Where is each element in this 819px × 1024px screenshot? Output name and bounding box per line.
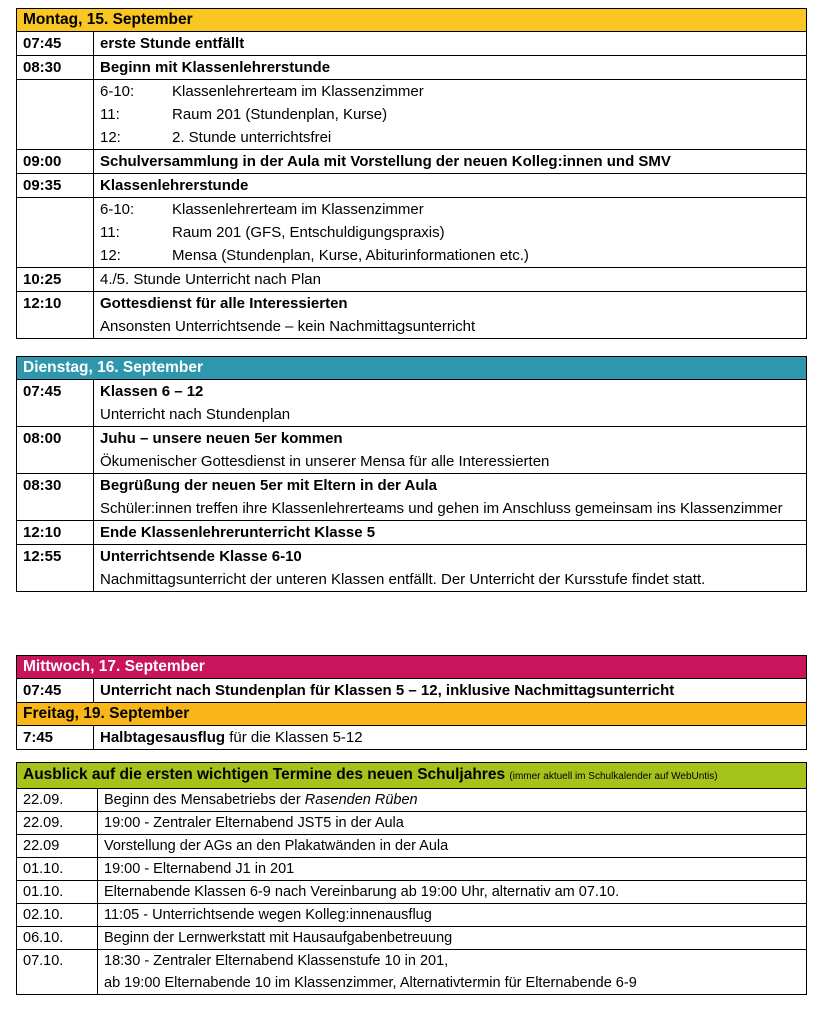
event-cell: Beginn mit Klassenlehrerstunde <box>94 56 807 80</box>
event-cell: 19:00 - Zentraler Elternabend JST5 in der Aula <box>98 812 807 835</box>
time-cell: 12:10 <box>17 521 94 545</box>
ausblick-header <box>16 762 807 788</box>
table-row <box>17 80 807 150</box>
time-cell <box>17 198 94 268</box>
event-title: Juhu – unsere neuen 5er kommen <box>100 430 343 447</box>
detail-key: 12: <box>100 247 121 264</box>
table-row <box>17 812 807 835</box>
detail-key: 11: <box>100 106 120 123</box>
time-cell: 08:30 <box>17 474 94 521</box>
event-title: Unterrichtsende Klasse 6-10 <box>100 548 302 565</box>
event-cell <box>94 474 807 521</box>
event-cell <box>94 292 807 339</box>
event-cell <box>94 726 807 750</box>
event-title: Klassen 6 – 12 <box>100 383 204 400</box>
event-cell <box>94 380 807 427</box>
detail-line <box>100 80 800 103</box>
event-title: Begrüßung der neuen 5er mit Eltern in der Aula <box>100 477 437 494</box>
date-cell: 22.09. <box>17 812 98 835</box>
ausblick-note: (immer aktuell im Schulkalender auf WebUntis) <box>509 771 718 782</box>
event-description: für die Klassen 5-12 <box>225 729 363 746</box>
detail-line <box>100 103 800 126</box>
event-text: ab 19:00 Elternabende 10 im Klassenzimmer, Alternativtermin für Elternabende 6-9 <box>104 975 637 991</box>
dienstag-table <box>16 379 807 592</box>
event-description: Ökumenischer Gottesdienst in unserer Mensa für alle Interessierten <box>100 453 550 470</box>
event-title: Gottesdienst für alle Interessierten <box>100 295 348 312</box>
detail-value: Klassenlehrerteam im Klassenzimmer <box>172 83 424 100</box>
event-details <box>94 198 807 268</box>
mittwoch-section <box>16 655 807 750</box>
detail-line <box>100 221 800 244</box>
event-italic: Rasenden Rüben <box>304 792 418 808</box>
mittwoch-header: Mittwoch, 17. September <box>16 655 807 678</box>
event-cell: 11:05 - Unterrichtsende wegen Kolleg:innenausflug <box>98 904 807 927</box>
table-row <box>17 292 807 339</box>
event-cell <box>98 789 807 812</box>
event-description: Schüler:innen treffen ihre Klassenlehrerteams und gehen im Anschluss gemeinsam ins Klassenzimmer <box>100 500 783 517</box>
detail-key: 6-10: <box>100 83 135 100</box>
table-row <box>17 380 807 427</box>
event-cell <box>94 427 807 474</box>
time-cell: 09:35 <box>17 174 94 198</box>
table-row <box>17 545 807 592</box>
date-cell: 22.09 <box>17 835 98 858</box>
date-cell: 01.10. <box>17 881 98 904</box>
time-cell: 07:45 <box>17 32 94 56</box>
date-cell: 02.10. <box>17 904 98 927</box>
montag-section <box>16 8 807 339</box>
event-cell <box>98 950 807 995</box>
table-row <box>17 950 807 995</box>
detail-line <box>100 126 800 149</box>
table-row <box>17 150 807 174</box>
table-row <box>17 904 807 927</box>
event-cell: Vorstellung der AGs an den Plakatwänden in der Aula <box>98 835 807 858</box>
time-cell: 10:25 <box>17 268 94 292</box>
time-cell: 09:00 <box>17 150 94 174</box>
time-cell: 7:45 <box>17 726 94 750</box>
detail-key: 11: <box>100 224 120 241</box>
date-cell: 07.10. <box>17 950 98 995</box>
table-row <box>17 679 807 703</box>
table-row <box>17 726 807 750</box>
detail-key: 6-10: <box>100 201 135 218</box>
ausblick-table <box>16 788 807 995</box>
table-row <box>17 427 807 474</box>
table-row <box>17 927 807 950</box>
event-cell: Beginn der Lernwerkstatt mit Hausaufgabenbetreuung <box>98 927 807 950</box>
table-row <box>17 521 807 545</box>
event-description: Ansonsten Unterrichtsende – kein Nachmittagsunterricht <box>100 318 476 335</box>
table-row <box>17 198 807 268</box>
table-row <box>17 268 807 292</box>
event-cell: Elternabende Klassen 6-9 nach Vereinbarung ab 19:00 Uhr, alternativ am 07.10. <box>98 881 807 904</box>
event-title: Halbtagesausflug <box>100 729 226 746</box>
detail-line <box>100 198 800 221</box>
event-details <box>94 80 807 150</box>
table-row <box>17 858 807 881</box>
date-cell: 22.09. <box>17 789 98 812</box>
ausblick-section <box>16 762 807 995</box>
date-cell: 06.10. <box>17 927 98 950</box>
event-cell: 19:00 - Elternabend J1 in 201 <box>98 858 807 881</box>
table-row <box>17 32 807 56</box>
table-row <box>17 174 807 198</box>
time-cell <box>17 80 94 150</box>
time-cell: 12:10 <box>17 292 94 339</box>
freitag-header: Freitag, 19. September <box>16 703 807 725</box>
montag-table <box>16 31 807 339</box>
detail-key: 12: <box>100 129 121 146</box>
event-cell: Klassenlehrerstunde <box>94 174 807 198</box>
event-description: Unterricht nach Stundenplan <box>100 406 291 423</box>
event-text: Beginn des Mensabetriebs der <box>104 792 305 808</box>
detail-value: Klassenlehrerteam im Klassenzimmer <box>172 201 424 218</box>
date-cell: 01.10. <box>17 858 98 881</box>
time-cell: 08:00 <box>17 427 94 474</box>
time-cell: 12:55 <box>17 545 94 592</box>
montag-header: Montag, 15. September <box>16 8 807 31</box>
detail-value: Mensa (Stundenplan, Kurse, Abiturinformationen etc.) <box>172 247 529 264</box>
event-text: 18:30 - Zentraler Elternabend Klassenstufe 10 in 201, <box>104 953 449 969</box>
event-cell: erste Stunde entfällt <box>94 32 807 56</box>
detail-value: Raum 201 (Stundenplan, Kurse) <box>172 106 388 123</box>
time-cell: 07:45 <box>17 380 94 427</box>
ausblick-title: Ausblick auf die ersten wichtigen Termine des neuen Schuljahres <box>23 766 506 783</box>
dienstag-header: Dienstag, 16. September <box>16 356 807 379</box>
table-row <box>17 474 807 521</box>
time-cell: 08:30 <box>17 56 94 80</box>
event-cell: Unterricht nach Stundenplan für Klassen 5 – 12, inklusive Nachmittagsunterricht <box>94 679 807 703</box>
table-row <box>17 56 807 80</box>
mittwoch-table <box>16 678 807 703</box>
event-cell: Schulversammlung in der Aula mit Vorstellung der neuen Kolleg:innen und SMV <box>94 150 807 174</box>
event-cell: Ende Klassenlehrerunterricht Klasse 5 <box>94 521 807 545</box>
event-cell: 4./5. Stunde Unterricht nach Plan <box>94 268 807 292</box>
table-row <box>17 789 807 812</box>
time-cell: 07:45 <box>17 679 94 703</box>
detail-line <box>100 244 800 267</box>
table-row <box>17 835 807 858</box>
freitag-table <box>16 725 807 750</box>
detail-value: Raum 201 (GFS, Entschuldigungspraxis) <box>172 224 445 241</box>
event-cell <box>94 545 807 592</box>
detail-value: 2. Stunde unterrichtsfrei <box>172 129 332 146</box>
event-description: Nachmittagsunterricht der unteren Klassen entfällt. Der Unterricht der Kursstufe findet statt. <box>100 571 706 588</box>
table-row <box>17 881 807 904</box>
dienstag-section <box>16 356 807 592</box>
